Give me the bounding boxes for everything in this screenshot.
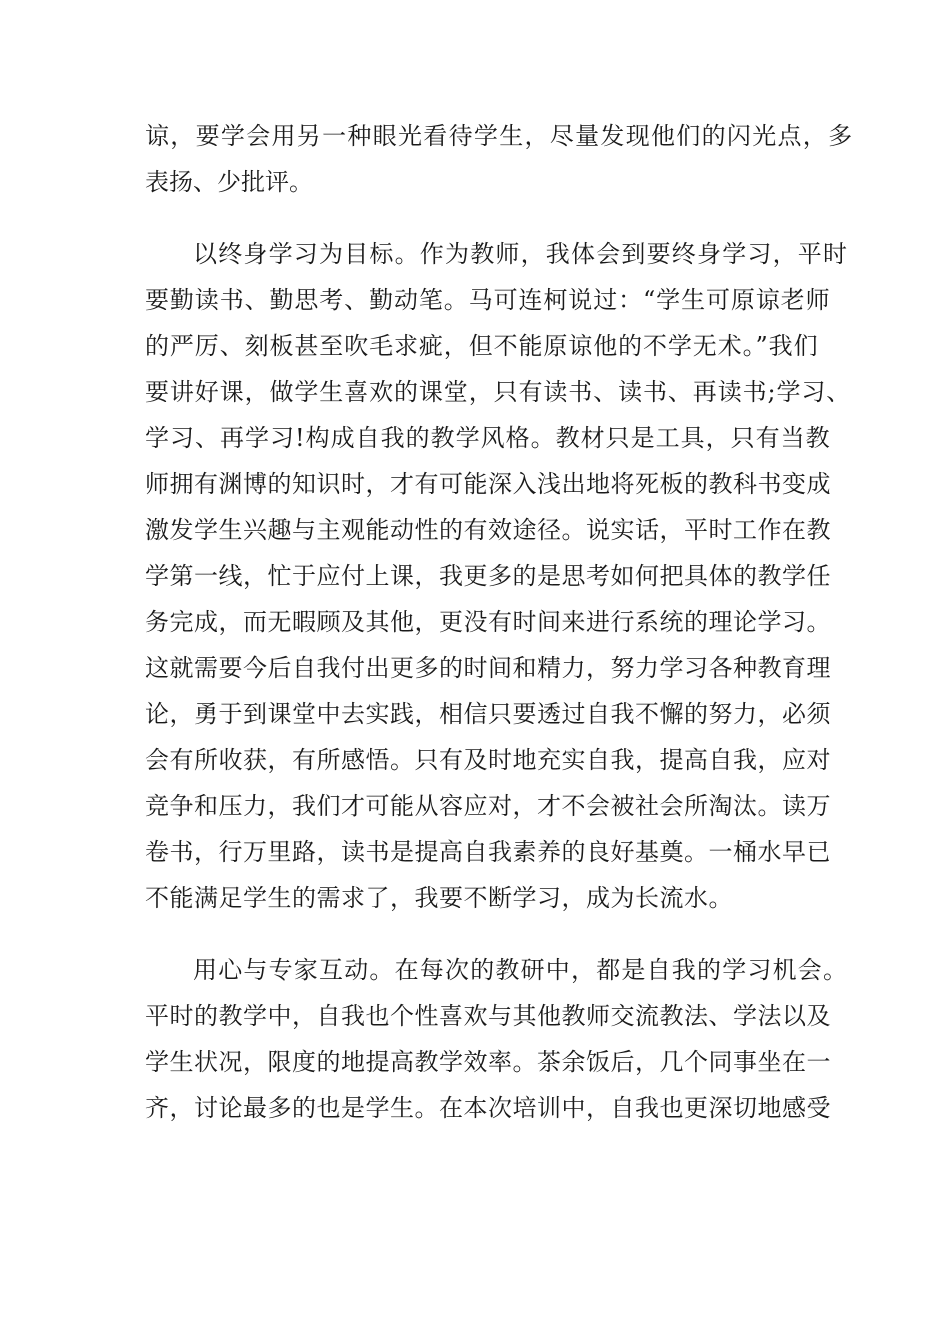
text-line: 卷书，行万里路，读书是提高自我素养的良好基奠。一桶水早已	[145, 838, 831, 866]
text-line: 要讲好课，做学生喜欢的课堂，只有读书、读书、再读书;学习、	[145, 378, 852, 406]
text-line: 师拥有渊博的知识时，才有可能深入浅出地将死板的教科书变成	[145, 470, 831, 498]
paragraph-1	[145, 113, 854, 205]
text-line: 会有所收获，有所感悟。只有及时地充实自我，提高自我，应对	[145, 746, 831, 774]
text-line: 平时的教学中，自我也个性喜欢与其他教师交流教法、学法以及	[145, 1002, 831, 1030]
text-line: 以终身学习为目标。作为教师，我体会到要终身学习，平时	[193, 240, 849, 268]
text-line: 学生状况，限度的地提高教学效率。茶余饭后，几个同事坐在一	[145, 1048, 831, 1076]
text-line: 学第一线，忙于应付上课，我更多的是思考如何把具体的教学任	[145, 562, 831, 590]
text-line: 表扬、少批评。	[145, 168, 313, 196]
text-line: 这就需要今后自我付出更多的时间和精力，努力学习各种教育理	[145, 654, 831, 682]
text-line: 齐，讨论最多的也是学生。在本次培训中，自我也更深切地感受	[145, 1094, 831, 1122]
text-line: 用心与专家互动。在每次的教研中，都是自我的学习机会。	[193, 956, 849, 984]
text-line: 谅，要学会用另一种眼光看待学生，尽量发现他们的闪光点，多	[145, 122, 854, 150]
paragraph-2	[145, 231, 852, 921]
text-line: 学习、再学习!构成自我的教学风格。教材只是工具，只有当教	[145, 424, 831, 452]
paragraph-3	[145, 947, 849, 1131]
text-line: 务完成，而无暇顾及其他，更没有时间来进行系统的理论学习。	[145, 608, 831, 636]
text-line: 要勤读书、勤思考、勤动笔。马可连柯说过：“学生可原谅老师	[145, 286, 831, 314]
text-line: 竞争和压力，我们才可能从容应对，才不会被社会所淘汰。读万	[145, 792, 831, 820]
text-line: 的严厉、刻板甚至吹毛求疵，但不能原谅他的不学无术。”我们	[145, 332, 819, 360]
text-line: 论，勇于到课堂中去实践，相信只要透过自我不懈的努力，必须	[145, 700, 831, 728]
text-line: 激发学生兴趣与主观能动性的有效途径。说实话，平时工作在教	[145, 516, 831, 544]
text-line: 不能满足学生的需求了，我要不断学习，成为长流水。	[145, 884, 733, 912]
document-body	[145, 113, 854, 1131]
